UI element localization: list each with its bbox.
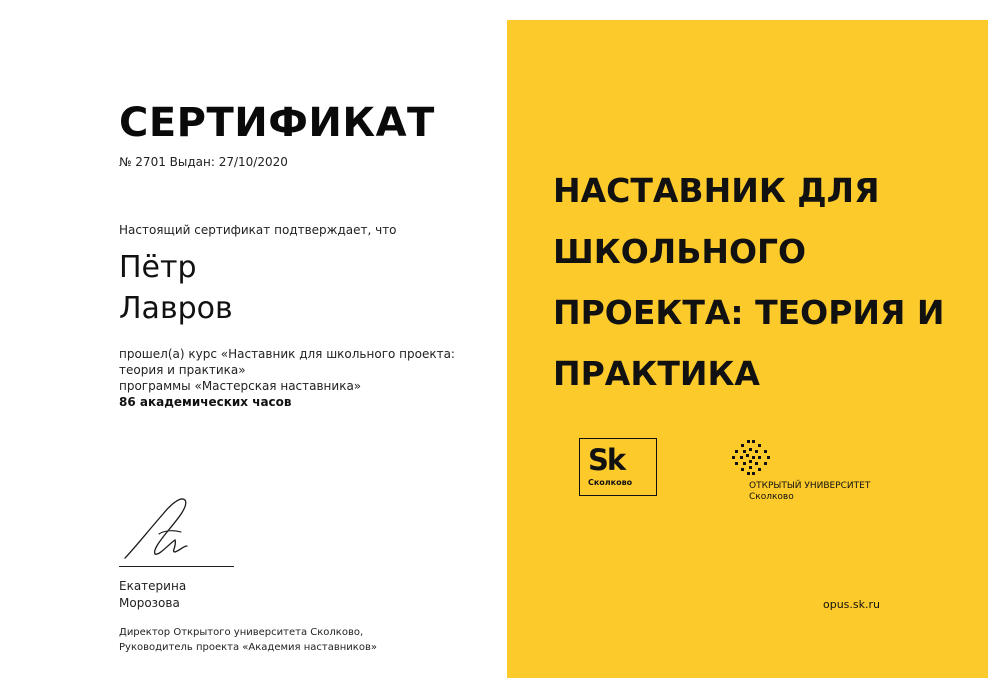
open-university-name-line-2: Сколково <box>749 492 794 502</box>
signer-role <box>119 625 377 655</box>
skolkovo-logo-mark: Sk <box>588 443 625 477</box>
program-line: программы «Мастерская наставника» <box>119 379 362 393</box>
signer-role-line-2: Руководитель проекта «Академия наставников» <box>119 642 377 653</box>
recipient-last-name: Лавров <box>119 291 233 326</box>
website-url: opus.sk.ru <box>823 598 881 611</box>
course-title-line-4: ПРАКТИКА <box>553 354 760 393</box>
course-title-line-1: НАСТАВНИК ДЛЯ <box>553 171 880 210</box>
course-title-line-3: ПРОЕКТА: ТЕОРИЯ И <box>553 293 945 332</box>
course-title <box>553 160 983 404</box>
signer-first-name: Екатерина <box>119 579 187 593</box>
course-line-1: прошел(а) курс «Наставник для школьного проекта: <box>119 347 455 361</box>
course-line-2: теория и практика» <box>119 363 246 377</box>
open-university-name <box>749 481 870 503</box>
skolkovo-logo-word: Сколково <box>588 478 633 487</box>
course-right-panel <box>507 20 988 678</box>
course-description <box>119 346 489 410</box>
signature-line <box>119 566 234 567</box>
confirmation-text: Настоящий сертификат подтверждает, что <box>119 223 397 237</box>
open-university-name-line-1: ОТКРЫТЫЙ УНИВЕРСИТЕТ <box>749 481 871 491</box>
open-university-logo-icon <box>729 438 773 478</box>
course-hours: 86 академических часов <box>119 395 292 409</box>
skolkovo-logo <box>579 438 657 496</box>
recipient-name <box>119 247 233 329</box>
signer-role-line-1: Директор Открытого университета Сколково, <box>119 627 364 638</box>
signature-image <box>119 494 239 566</box>
course-title-line-2: ШКОЛЬНОГО <box>553 232 807 271</box>
recipient-first-name: Пётр <box>119 250 197 285</box>
certificate-number-date: № 2701 Выдан: 27/10/2020 <box>119 155 288 169</box>
signer-last-name: Морозова <box>119 596 180 610</box>
certificate-title: СЕРТИФИКАТ <box>119 100 435 146</box>
signer-name <box>119 578 186 612</box>
